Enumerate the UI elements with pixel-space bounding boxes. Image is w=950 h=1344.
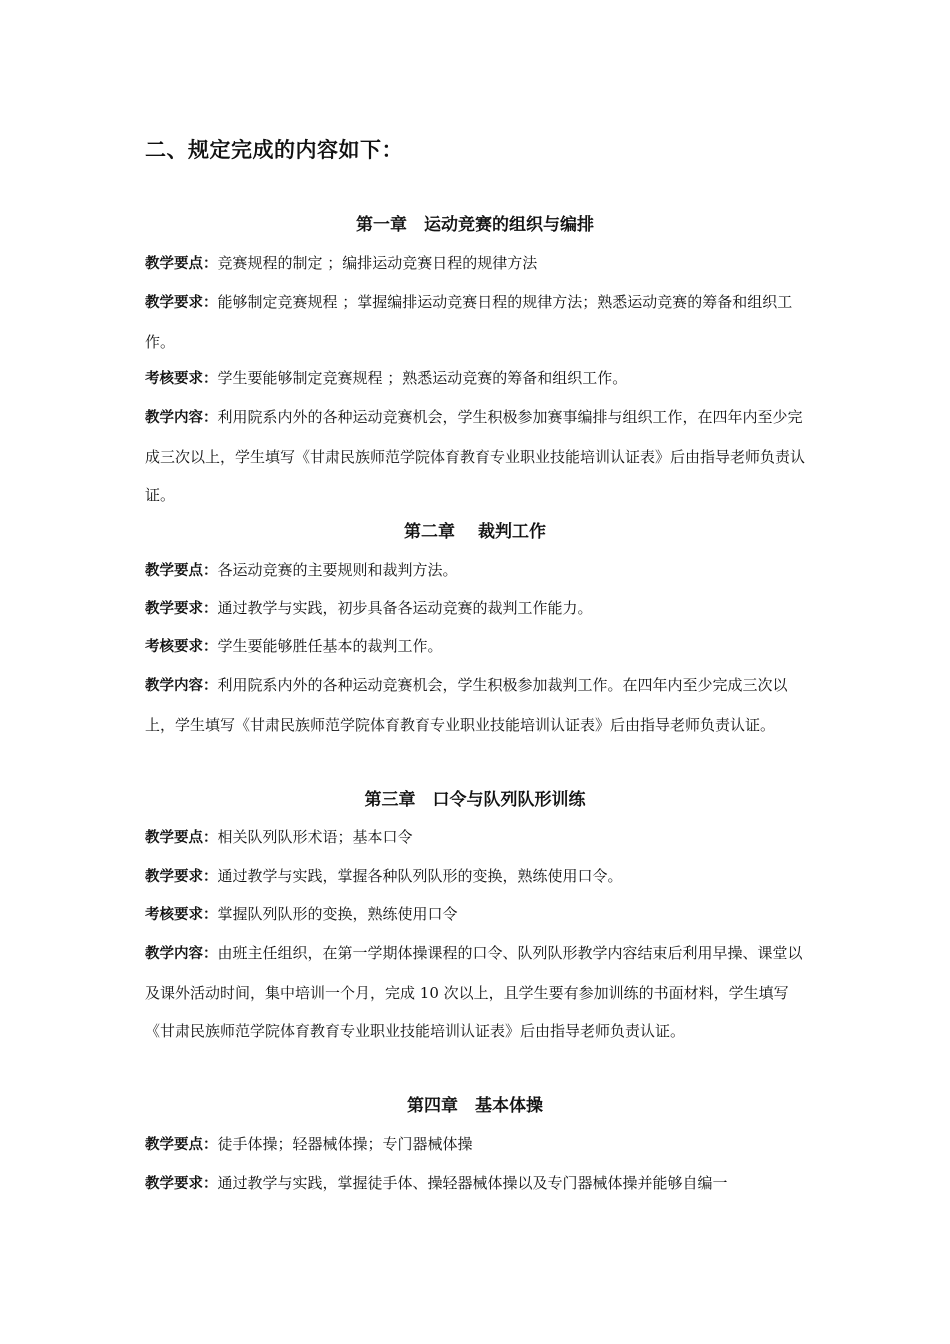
item-label: 考核要求： [145,907,218,923]
item-text: 学生要能够制定竞赛规程 ；熟悉运动竞赛的筹备和组织工作。 [217,369,628,387]
chapter-4-item-requirements [145,1164,807,1204]
item-label: 教学要点： [145,563,218,579]
chapter-1-item-points [145,244,807,284]
chapter-4-title: 第四章 基本体操 [407,1096,543,1116]
item-label: 教学内容： [145,678,218,694]
chapter-1-title: 第一章 运动竞赛的组织与编排 [356,215,594,235]
item-label: 教学要求： [145,295,218,311]
chapter-3-item-points [145,818,807,858]
item-text: 能够制定竞赛规程 ；掌握编排运动竞赛日程的规律方法；熟悉运动竞赛的筹备和组织工作。 [145,293,793,351]
item-label: 教学要求： [145,869,218,885]
section-title: 二、规定完成的内容如下： [145,138,403,162]
chapter-2-title: 第二章 裁判工作 [404,522,546,542]
item-text: 相关队列队形术语；基本口令 [217,828,413,846]
chapter-3-item-assessment [145,895,807,935]
item-text: 学生要能够胜任基本的裁判工作。 [217,637,443,655]
item-text: 通过教学与实践，初步具备各运动竞赛的裁判工作能力。 [217,599,593,617]
chapter-2-item-assessment [145,627,807,667]
item-text: 掌握队列队形的变换，熟练使用口令 [217,905,458,923]
chapter-4-item-points [145,1125,807,1165]
item-text: 通过教学与实践，掌握徒手体、操轻器械体操以及专门器械体操并能够自编一 [217,1174,728,1192]
chapter-1-item-content [145,398,807,515]
item-text: 徒手体操；轻器械体操；专门器械体操 [217,1135,473,1153]
item-text: 利用院系内外的各种运动竞赛机会，学生积极参加赛事编排与组织工作，在四年内至少完成三次以上，学生填写《甘肃民族师范学院体育教育专业职业技能培训认证表》后由指导老师负责认证。 [145,408,806,504]
item-text: 各运动竞赛的主要规则和裁判方法。 [217,561,458,579]
item-label: 教学要求： [145,601,218,617]
item-label: 教学内容： [145,946,218,962]
chapter-2-item-requirements [145,589,807,629]
chapter-3-item-content [145,934,807,1051]
chapter-3-item-requirements [145,857,807,897]
item-text: 由班主任组织，在第一学期体操课程的口令、队列队形教学内容结束后利用早操、课堂以及课外活动时间，集中培训一个月，完成 10 次以上，且学生要有参加训练的书面材料，学生填写《甘肃民族师范学院体育教育专业职业技能培训认证表》后由指导老师负责认证。 [145,944,803,1040]
chapter-1-item-assessment [145,359,807,399]
item-text: 通过教学与实践，掌握各种队列队形的变换，熟练使用口令。 [217,867,623,885]
item-label: 教学要点： [145,256,218,272]
item-label: 教学要求： [145,1176,218,1192]
chapter-2-item-content [145,666,807,744]
item-label: 教学要点： [145,1137,218,1153]
chapter-2-item-points [145,551,807,591]
item-label: 教学要点： [145,830,218,846]
chapter-3-title: 第三章 口令与队列队形训练 [364,790,586,810]
item-text: 利用院系内外的各种运动竞赛机会，学生积极参加裁判工作。在四年内至少完成三次以上，学生填写《甘肃民族师范学院体育教育专业职业技能培训认证表》后由指导老师负责认证。 [145,676,788,734]
item-label: 考核要求： [145,639,218,655]
item-label: 考核要求： [145,371,218,387]
item-label: 教学内容： [145,410,218,426]
chapter-1-item-requirements [145,283,807,361]
item-text: 竞赛规程的制定 ；编排运动竞赛日程的规律方法 [217,254,538,272]
